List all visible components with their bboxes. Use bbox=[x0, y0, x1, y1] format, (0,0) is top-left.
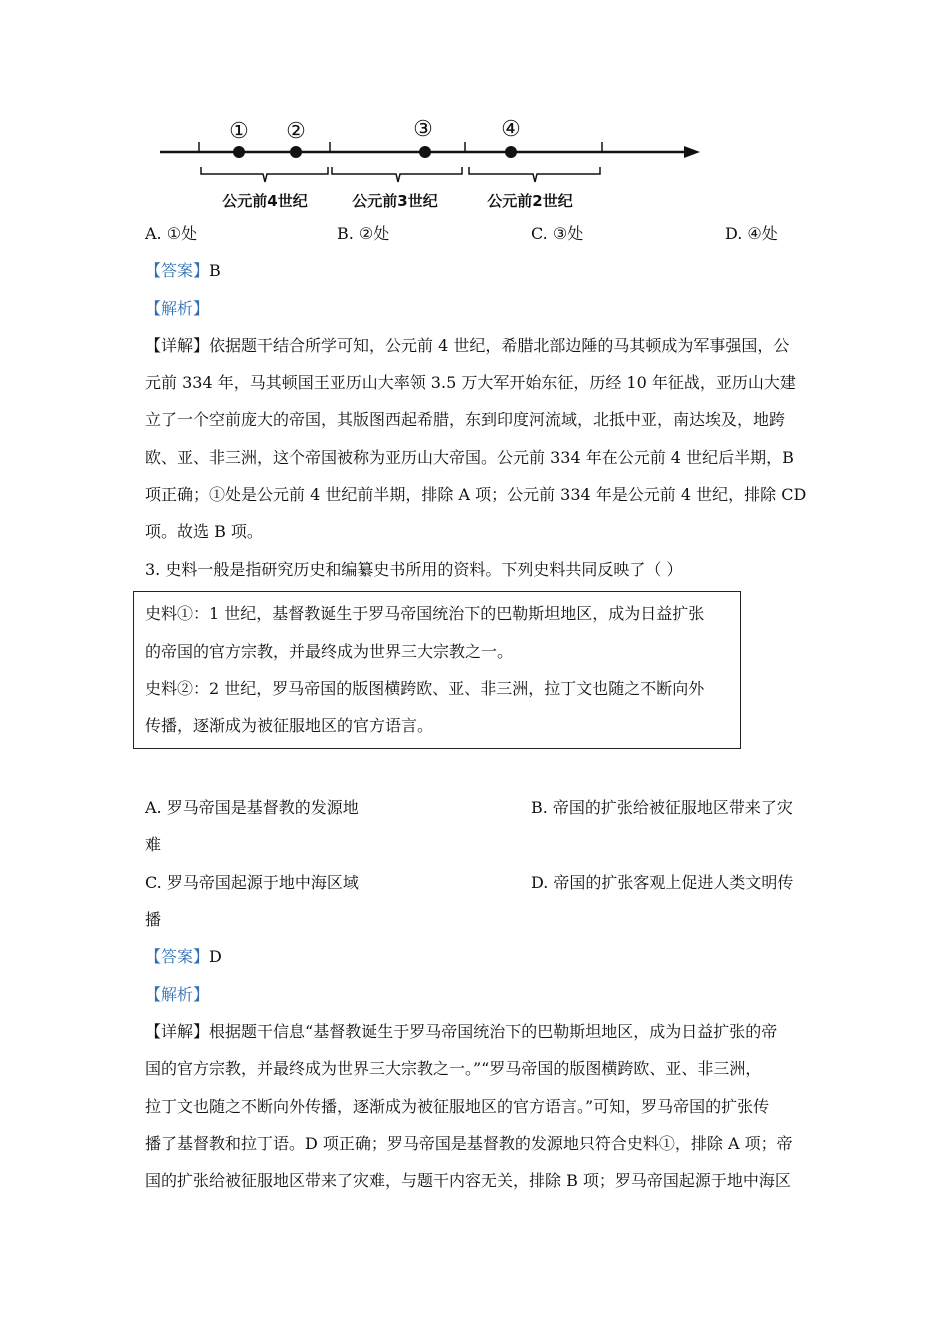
answer-tag: 【答案】 bbox=[145, 947, 210, 966]
detail-line bbox=[145, 1022, 777, 1042]
bracket-2 bbox=[332, 167, 462, 182]
option-b: B. ②处 bbox=[337, 224, 390, 243]
point-2 bbox=[290, 146, 302, 158]
timeline-arrowhead bbox=[684, 146, 700, 158]
detail-line: 元前 334 年，马其顿国王亚历山大率领 3.5 万大军开始东征，历经 10 年征战，亚历山大建 bbox=[145, 373, 796, 392]
detail-tag: 【详解】 bbox=[145, 1022, 210, 1041]
source-line: 传播，逐渐成为被征服地区的官方语言。 bbox=[145, 716, 434, 735]
point-3 bbox=[419, 146, 431, 158]
answer-line bbox=[145, 947, 222, 967]
answer-value: D bbox=[209, 947, 222, 966]
option-a: A. ①处 bbox=[145, 224, 198, 243]
option-b: B. 帝国的扩张给被征服地区带来了灾 bbox=[531, 798, 793, 817]
point-1 bbox=[233, 146, 245, 158]
period-label: 公元前3世纪 bbox=[352, 192, 438, 210]
option-c: C. 罗马帝国起源于地中海区域 bbox=[145, 873, 359, 892]
answer-tag: 【答案】 bbox=[145, 261, 210, 280]
detail-line: 国的官方宗教，并最终成为世界三大宗教之一。”“罗马帝国的版图横跨欧、亚、非三洲， bbox=[145, 1059, 762, 1078]
question-3-stem: 3. 史料一般是指研究历史和编纂史书所用的资料。下列史料共同反映了（ ） bbox=[145, 560, 683, 579]
marker-2: ② bbox=[286, 119, 306, 144]
source-line: 史料①：1 世纪，基督教诞生于罗马帝国统治下的巴勒斯坦地区，成为日益扩张 bbox=[145, 604, 705, 623]
detail-line bbox=[145, 336, 789, 356]
marker-4: ④ bbox=[501, 117, 521, 142]
detail-line: 国的扩张给被征服地区带来了灾难，与题干内容无关，排除 B 项；罗马帝国起源于地中海区 bbox=[145, 1171, 791, 1190]
answer-line bbox=[145, 261, 221, 281]
option-c: C. ③处 bbox=[531, 224, 584, 243]
source-line: 的帝国的官方宗教，并最终成为世界三大宗教之一。 bbox=[145, 642, 514, 661]
marker-1: ① bbox=[229, 119, 249, 144]
option-d: D. 帝国的扩张客观上促进人类文明传 bbox=[531, 873, 794, 892]
detail-tag: 【详解】 bbox=[145, 336, 210, 355]
detail-line: 项正确；①处是公元前 4 世纪前半期，排除 A 项；公元前 334 年是公元前 4 世纪，排除 CD bbox=[145, 485, 807, 504]
analysis-tag: 【解析】 bbox=[145, 985, 210, 1004]
detail-line: 欧、亚、非三洲，这个帝国被称为亚历山大帝国。公元前 334 年在公元前 4 世纪后半期，B bbox=[145, 448, 794, 467]
option-d-continued: 播 bbox=[145, 910, 162, 929]
point-4 bbox=[505, 146, 517, 158]
detail-text: 依据题干结合所学可知，公元前 4 世纪，希腊北部边陲的马其顿成为军事强国，公 bbox=[209, 336, 790, 355]
answer-value: B bbox=[209, 261, 221, 280]
marker-3: ③ bbox=[413, 117, 433, 142]
detail-line: 拉丁文也随之不断向外传播，逐渐成为被征服地区的官方语言。”可知，罗马帝国的扩张传 bbox=[145, 1097, 770, 1116]
option-d: D. ④处 bbox=[725, 224, 778, 243]
option-b-continued: 难 bbox=[145, 835, 162, 854]
detail-line: 立了一个空前庞大的帝国，其版图西起希腊，东到印度河流域，北抵中亚，南达埃及，地跨 bbox=[145, 410, 786, 429]
bracket-1 bbox=[201, 167, 328, 182]
timeline-figure bbox=[150, 110, 710, 220]
option-a: A. 罗马帝国是基督教的发源地 bbox=[145, 798, 359, 817]
bracket-3 bbox=[469, 167, 600, 182]
detail-line: 播了基督教和拉丁语。D 项正确；罗马帝国是基督教的发源地只符合史料①，排除 A 项；帝 bbox=[145, 1134, 793, 1153]
period-label: 公元前4世纪 bbox=[222, 192, 308, 210]
source-line: 史料②：2 世纪，罗马帝国的版图横跨欧、亚、非三洲，拉丁文也随之不断向外 bbox=[145, 679, 705, 698]
analysis-tag: 【解析】 bbox=[145, 299, 210, 318]
detail-line: 项。故选 B 项。 bbox=[145, 522, 263, 541]
detail-text: 根据题干信息“基督教诞生于罗马帝国统治下的巴勒斯坦地区，成为日益扩张的帝 bbox=[209, 1022, 778, 1041]
period-label: 公元前2世纪 bbox=[487, 192, 573, 210]
